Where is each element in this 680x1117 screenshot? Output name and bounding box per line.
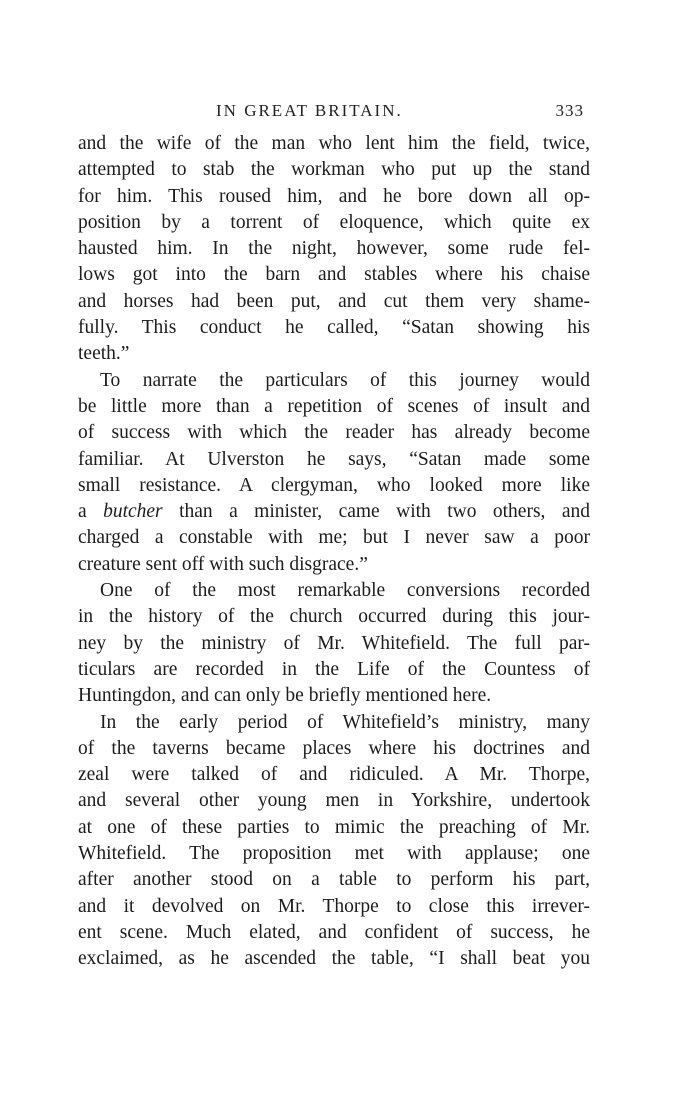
text-line: and the wife of the man who lent him the field, twice, [78, 133, 590, 154]
text-line: for him. This roused him, and he bore down all op- [78, 185, 590, 207]
text-line: Huntingdon, and can only be briefly mentioned here. [78, 685, 492, 707]
text-line: attempted to stab the workman who put up the stand [78, 159, 590, 181]
text-line: after another stood on a table to perform his part, [78, 869, 590, 891]
text-line: familiar. At Ulverston he says, “Satan made some [78, 448, 590, 470]
text-line: position by a torrent of eloquence, which quite ex [78, 211, 590, 233]
text-line: in the history of the church occurred during this jour- [78, 606, 590, 628]
text-line: lows got into the barn and stables where his chaise [78, 264, 590, 286]
running-head [78, 101, 590, 127]
page-number: 333 [555, 101, 584, 120]
text-line: One of the most remarkable conversions recorded [100, 580, 590, 602]
text-line: Whitefield. The proposition met with applause; one [78, 843, 590, 865]
text-line: hausted him. In the night, however, some rude fel- [78, 238, 590, 260]
body-text [78, 131, 590, 973]
text-line [78, 499, 590, 525]
line-pre: a [78, 501, 104, 523]
text-line: charged a constable with me; but I never saw a poor [78, 527, 590, 549]
text-line: fully. This conduct he called, “Satan showing his [78, 317, 590, 339]
text-line: In the early period of Whitefield’s ministry, many [100, 711, 590, 733]
text-line: creature sent off with such disgrace.” [78, 553, 368, 575]
text-line: and several other young men in Yorkshire, undertook [78, 790, 590, 812]
italic-word: butcher [103, 501, 163, 523]
text-line: at one of these parties to mimic the preaching of Mr. [78, 816, 590, 838]
text-line: small resistance. A clergyman, who looked more like [78, 474, 590, 496]
line-post: than a minister, came with two others, and [162, 501, 590, 523]
text-line: teeth.” [78, 343, 130, 365]
text-line: ent scene. Much elated, and confident of success, he [78, 921, 590, 943]
text-line: ney by the ministry of Mr. Whitefield. The full par- [78, 632, 590, 654]
text-line: zeal were talked of and ridiculed. A Mr. Thorpe, [78, 764, 590, 786]
running-title: IN GREAT BRITAIN. [216, 101, 403, 120]
text-line: ticulars are recorded in the Life of the Countess of [78, 658, 590, 680]
text-line: of success with which the reader has already become [78, 422, 590, 444]
text-line: of the taverns became places where his doctrines and [78, 737, 590, 759]
text-line: exclaimed, as he ascended the table, “I shall beat you [78, 948, 590, 970]
text-line: To narrate the particulars of this journey would [100, 369, 590, 391]
text-line: be little more than a repetition of scenes of insult and [78, 395, 590, 417]
text-line: and it devolved on Mr. Thorpe to close this irrever- [78, 895, 590, 917]
text-line: and horses had been put, and cut them very shame- [78, 290, 590, 312]
